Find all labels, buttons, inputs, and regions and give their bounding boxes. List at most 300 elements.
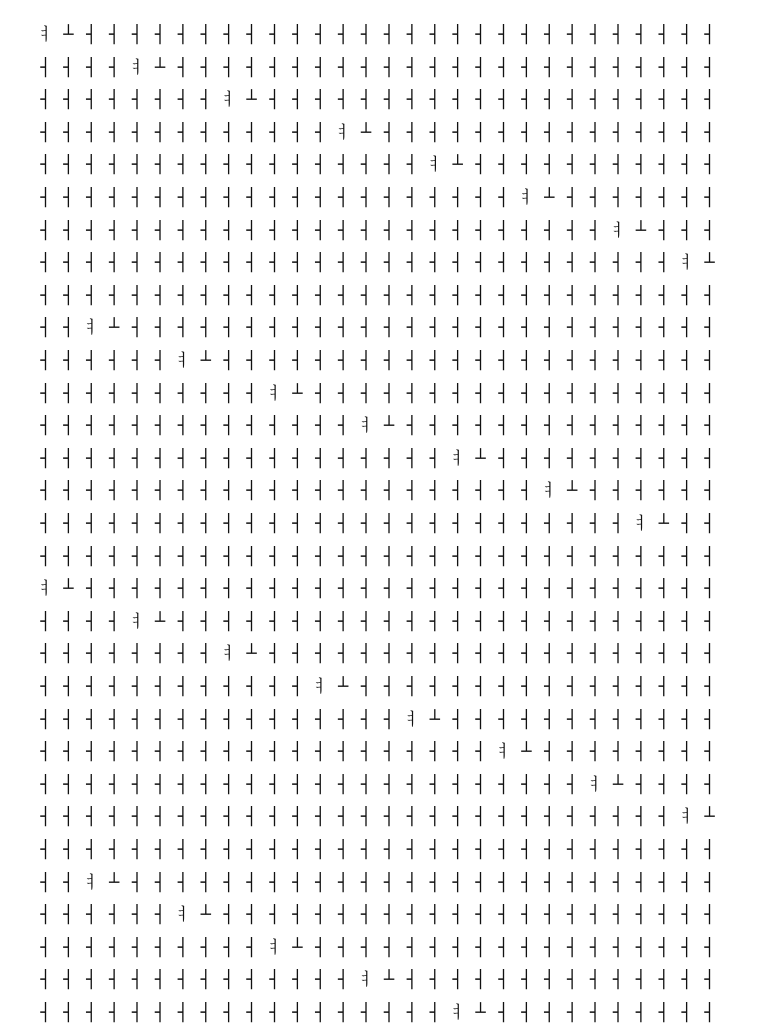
glyph-cell: ┤ [338,905,349,926]
glyph-cell: ┤ [223,872,234,893]
glyph-cell-variant: ┴ [154,57,166,78]
glyph-cell: ┤ [406,318,417,339]
glyph-cell: ┤ [292,1003,303,1023]
glyph-row [0,579,768,599]
glyph-cell: ┤ [383,742,395,763]
glyph-cell: ┤ [429,220,440,241]
glyph-cell: ┤ [589,351,601,371]
glyph-cell: ┤ [200,57,211,78]
glyph-cell: ┤ [223,351,234,371]
glyph-row [0,547,768,567]
glyph-cell: ┤ [40,416,51,437]
glyph-cell: ┤ [360,644,372,665]
glyph-cell: ┤ [269,644,280,665]
glyph-cell-variant: ┴ [109,872,120,893]
glyph-row [0,188,768,208]
glyph-cell: ┤ [131,416,143,437]
glyph-cell: ┤ [246,742,257,763]
glyph-cell: ┤ [406,546,417,567]
glyph-cell: ┤ [154,253,166,274]
glyph-cell: ┤ [360,318,372,339]
glyph-cell: ┤ [452,351,463,371]
glyph-cell: ┤ [475,970,486,991]
glyph-cell: ┤ [704,448,715,469]
glyph-cell-variant: ┴ [292,383,303,404]
glyph-cell: ┤ [223,611,234,632]
glyph-cell: ┤ [681,774,692,795]
glyph-cell: ┤ [521,448,532,469]
glyph-cell: ┤ [567,807,578,828]
glyph-cell: ┤ [681,25,692,45]
glyph-cell: ┤ [360,481,372,502]
glyph-cell: ┤ [498,807,509,828]
glyph-cell: ┤ [86,677,97,697]
glyph-cell: ┤ [154,285,166,306]
glyph-cell: ┤ [429,644,440,665]
glyph-cell: ┤ [360,155,372,176]
glyph-cell: ┤ [704,285,715,306]
glyph-cell: ┤ [658,351,669,371]
glyph-cell: ┤ [338,1003,349,1023]
glyph-cell: ┤ [704,709,715,730]
glyph-cell: ┤ [544,155,555,176]
glyph-cell: ┤ [612,90,624,111]
glyph-cell: ┤ [498,937,509,958]
glyph-cell: ┤ [612,448,624,469]
glyph-cell: ┤ [315,611,326,632]
glyph-cell: ┤ [406,285,417,306]
glyph-cell: ┤ [131,709,143,730]
glyph-cell: ┤ [567,840,578,860]
glyph-cell-variant: ┴ [475,1003,486,1023]
glyph-cell: ┤ [109,25,120,45]
glyph-cell: ┤ [109,677,120,697]
glyph-cell: ┤ [498,25,509,45]
glyph-cell-variant: ┴ [544,188,555,208]
glyph-cell: ┤ [292,351,303,371]
glyph-cell: ┤ [360,188,372,208]
glyph-cell: ┤ [338,155,349,176]
glyph-cell: ┤ [429,677,440,697]
glyph-cell: ┤ [704,220,715,241]
glyph-cell: ┤ [475,742,486,763]
glyph-cell: ┤ [521,807,532,828]
glyph-cell: ┤ [452,416,463,437]
glyph-cell: ┤ [200,872,211,893]
glyph-row [0,25,768,45]
glyph-cell: ┤ [612,25,624,45]
glyph-cell: ┤ [567,90,578,111]
glyph-cell: ┤ [223,579,234,600]
glyph-cell: ┤ [40,807,51,828]
glyph-cell: ┤ [223,774,234,795]
glyph-cell: ┤ [338,514,349,534]
glyph-cell: ┤ [635,188,646,208]
glyph-cell-variant: ㅕ [128,611,146,632]
glyph-cell: ┤ [246,57,257,78]
glyph-cell-variant: ㅕ [678,807,695,828]
glyph-cell: ┤ [544,285,555,306]
glyph-cell: ┤ [177,448,188,469]
glyph-cell: ┤ [475,155,486,176]
glyph-cell: ┤ [315,709,326,730]
glyph-cell: ┤ [63,351,74,371]
glyph-cell: ┤ [521,90,532,111]
glyph-cell: ┤ [269,253,280,274]
glyph-cell: ┤ [109,905,120,926]
glyph-cell: ┤ [475,807,486,828]
glyph-cell: ┤ [269,872,280,893]
glyph-cell: ┤ [109,285,120,306]
glyph-cell: ┤ [269,188,280,208]
glyph-cell: ┤ [223,481,234,502]
glyph-cell: ┤ [315,220,326,241]
glyph-cell: ┤ [635,122,646,143]
glyph-cell: ┤ [704,644,715,665]
glyph-cell: ┤ [40,611,51,632]
glyph-cell: ┤ [86,514,97,534]
glyph-cell: ┤ [544,57,555,78]
glyph-cell: ┤ [246,970,257,991]
glyph-cell: ┤ [704,1003,715,1023]
glyph-cell: ┤ [383,285,395,306]
glyph-cell: ┤ [131,970,143,991]
glyph-cell: ┤ [704,383,715,404]
glyph-cell: ┤ [658,253,669,274]
glyph-row [0,351,768,371]
glyph-cell: ┤ [498,220,509,241]
glyph-cell: ┤ [475,383,486,404]
glyph-cell: ┤ [589,383,601,404]
glyph-cell-variant: ㅕ [37,579,54,600]
glyph-cell: ┤ [109,155,120,176]
glyph-cell: ┤ [131,840,143,860]
glyph-cell: ┤ [635,318,646,339]
glyph-cell-variant: ┴ [63,25,74,45]
glyph-cell: ┤ [86,937,97,958]
glyph-cell: ┤ [635,383,646,404]
glyph-cell: ┤ [498,57,509,78]
glyph-cell: ┤ [406,514,417,534]
glyph-cell-variant: ㅕ [312,677,329,697]
glyph-cell: ┤ [86,351,97,371]
glyph-cell: ┤ [475,514,486,534]
glyph-cell: ┤ [223,416,234,437]
glyph-cell-variant: ┴ [154,611,166,632]
glyph-cell-variant: ┴ [475,448,486,469]
glyph-cell: ┤ [315,285,326,306]
glyph-cell: ┤ [658,742,669,763]
glyph-cell: ┤ [658,546,669,567]
glyph-cell: ┤ [429,253,440,274]
glyph-cell: ┤ [63,155,74,176]
glyph-cell: ┤ [109,253,120,274]
glyph-cell: ┤ [86,122,97,143]
glyph-cell: ┤ [406,840,417,860]
glyph-cell: ┤ [498,351,509,371]
glyph-cell: ┤ [269,481,280,502]
glyph-cell: ┤ [360,709,372,730]
glyph-cell: ┤ [315,644,326,665]
glyph-cell: ┤ [544,872,555,893]
glyph-cell: ┤ [131,318,143,339]
glyph-cell: ┤ [406,122,417,143]
glyph-cell: ┤ [223,122,234,143]
glyph-cell: ┤ [177,709,188,730]
glyph-cell: ┤ [383,448,395,469]
glyph-row [0,775,768,795]
glyph-cell: ┤ [86,742,97,763]
glyph-cell: ┤ [635,579,646,600]
glyph-cell: ┤ [223,383,234,404]
glyph-cell: ┤ [40,1003,51,1023]
glyph-cell: ┤ [315,546,326,567]
glyph-cell: ┤ [498,448,509,469]
glyph-row [0,221,768,241]
glyph-cell: ┤ [498,285,509,306]
glyph-cell: ┤ [475,709,486,730]
glyph-cell-variant: ㅕ [449,448,466,469]
glyph-cell: ┤ [383,872,395,893]
glyph-cell: ┤ [269,318,280,339]
glyph-cell: ┤ [338,220,349,241]
glyph-cell: ┤ [269,774,280,795]
glyph-cell: ┤ [681,318,692,339]
glyph-cell: ┤ [86,188,97,208]
glyph-cell: ┤ [86,905,97,926]
glyph-cell: ┤ [40,937,51,958]
glyph-cell: ┤ [567,155,578,176]
glyph-cell: ┤ [40,351,51,371]
glyph-cell: ┤ [338,383,349,404]
glyph-cell: ┤ [521,644,532,665]
glyph-cell: ┤ [338,253,349,274]
glyph-cell: ┤ [40,253,51,274]
glyph-cell: ┤ [223,220,234,241]
glyph-cell: ┤ [429,872,440,893]
glyph-cell: ┤ [521,872,532,893]
glyph-cell: ┤ [658,383,669,404]
glyph-cell: ┤ [658,677,669,697]
glyph-cell-variant: ㅕ [174,905,192,926]
glyph-cell: ┤ [360,677,372,697]
glyph-cell: ┤ [109,481,120,502]
glyph-cell: ┤ [429,546,440,567]
glyph-cell-variant: ┴ [246,90,257,111]
glyph-cell: ┤ [223,937,234,958]
glyph-cell: ┤ [429,905,440,926]
glyph-cell: ┤ [498,905,509,926]
glyph-cell: ┤ [589,448,601,469]
glyph-cell: ┤ [177,220,188,241]
glyph-cell: ┤ [544,611,555,632]
glyph-cell: ┤ [567,351,578,371]
glyph-cell: ┤ [40,122,51,143]
glyph-cell: ┤ [498,840,509,860]
glyph-cell: ┤ [498,1003,509,1023]
glyph-cell: ┤ [360,807,372,828]
glyph-cell: ┤ [315,253,326,274]
glyph-cell: ┤ [429,579,440,600]
glyph-row [0,807,768,827]
glyph-cell: ┤ [177,155,188,176]
glyph-cell: ┤ [635,677,646,697]
glyph-cell: ┤ [589,677,601,697]
glyph-cell: ┤ [86,416,97,437]
glyph-cell: ┤ [681,546,692,567]
glyph-cell: ┤ [63,644,74,665]
glyph-cell: ┤ [475,285,486,306]
glyph-cell: ┤ [612,383,624,404]
glyph-cell: ┤ [544,448,555,469]
glyph-cell: ┤ [63,220,74,241]
glyph-cell: ┤ [544,122,555,143]
glyph-cell: ┤ [86,220,97,241]
glyph-cell: ┤ [704,416,715,437]
glyph-cell: ┤ [498,514,509,534]
glyph-cell-variant: ㅕ [632,514,650,534]
glyph-cell: ┤ [406,970,417,991]
glyph-cell: ┤ [292,905,303,926]
glyph-cell: ┤ [681,448,692,469]
glyph-cell: ┤ [475,253,486,274]
glyph-cell-variant: ㅕ [426,155,443,176]
glyph-cell: ┤ [452,937,463,958]
glyph-cell: ┤ [406,742,417,763]
glyph-cell: ┤ [338,807,349,828]
glyph-cell: ┤ [338,579,349,600]
glyph-cell: ┤ [223,285,234,306]
glyph-cell: ┤ [269,220,280,241]
glyph-row [0,612,768,632]
glyph-cell: ┤ [269,25,280,45]
glyph-cell: ┤ [383,481,395,502]
glyph-cell: ┤ [612,742,624,763]
glyph-cell: ┤ [63,90,74,111]
glyph-cell: ┤ [292,25,303,45]
glyph-cell: ┤ [63,677,74,697]
glyph-cell: ┤ [589,481,601,502]
glyph-cell: ┤ [406,774,417,795]
glyph-cell-variant: ┴ [63,579,74,600]
glyph-cell: ┤ [658,709,669,730]
glyph-cell: ┤ [40,840,51,860]
glyph-cell: ┤ [681,840,692,860]
glyph-cell: ┤ [589,57,601,78]
glyph-cell: ┤ [681,1003,692,1023]
glyph-cell: ┤ [383,709,395,730]
glyph-cell: ┤ [452,905,463,926]
glyph-cell: ┤ [63,742,74,763]
glyph-cell: ┤ [292,481,303,502]
glyph-cell: ┤ [589,644,601,665]
glyph-cell: ┤ [63,905,74,926]
glyph-cell: ┤ [475,546,486,567]
glyph-cell: ┤ [704,481,715,502]
glyph-cell: ┤ [131,155,143,176]
glyph-cell: ┤ [86,840,97,860]
glyph-cell: ┤ [131,481,143,502]
glyph-cell: ┤ [658,937,669,958]
glyph-cell: ┤ [269,742,280,763]
glyph-cell-variant: ㅕ [266,937,283,958]
glyph-cell: ┤ [177,546,188,567]
glyph-cell: ┤ [338,937,349,958]
glyph-cell: ┤ [704,611,715,632]
glyph-cell: ┤ [315,57,326,78]
glyph-cell: ┤ [40,742,51,763]
glyph-cell: ┤ [567,285,578,306]
glyph-cell: ┤ [681,285,692,306]
glyph-cell: ┤ [475,351,486,371]
glyph-cell: ┤ [40,546,51,567]
glyph-cell: ┤ [269,611,280,632]
glyph-cell: ┤ [406,872,417,893]
glyph-cell: ┤ [589,416,601,437]
glyph-cell: ┤ [223,970,234,991]
glyph-cell: ┤ [246,905,257,926]
glyph-cell: ┤ [246,1003,257,1023]
glyph-cell: ┤ [475,25,486,45]
glyph-cell: ┤ [589,970,601,991]
glyph-cell: ┤ [704,351,715,371]
glyph-cell: ┤ [63,774,74,795]
glyph-cell: ┤ [406,644,417,665]
glyph-cell: ┤ [292,611,303,632]
glyph-cell: ┤ [383,122,395,143]
glyph-cell: ┤ [269,155,280,176]
glyph-cell: ┤ [292,514,303,534]
glyph-cell: ┤ [635,644,646,665]
glyph-cell: ┤ [567,122,578,143]
glyph-cell: ┤ [292,285,303,306]
glyph-cell: ┤ [292,188,303,208]
glyph-cell: ┤ [315,448,326,469]
glyph-cell: ┤ [223,905,234,926]
glyph-cell: ┤ [200,579,211,600]
glyph-cell: ┤ [131,807,143,828]
glyph-cell: ┤ [406,807,417,828]
glyph-cell: ┤ [589,122,601,143]
glyph-cell-variant: ㅕ [609,220,627,241]
glyph-cell: ┤ [544,709,555,730]
glyph-cell: ┤ [177,970,188,991]
glyph-cell: ┤ [658,90,669,111]
glyph-cell: ┤ [86,546,97,567]
glyph-cell: ┤ [452,970,463,991]
glyph-cell: ┤ [544,416,555,437]
glyph-cell: ┤ [177,383,188,404]
glyph-cell: ┤ [177,57,188,78]
glyph-cell: ┤ [681,481,692,502]
glyph-row [0,938,768,958]
glyph-cell: ┤ [635,774,646,795]
glyph-cell: ┤ [63,611,74,632]
glyph-cell: ┤ [429,318,440,339]
glyph-cell: ┤ [86,644,97,665]
glyph-cell: ┤ [338,872,349,893]
glyph-cell: ┤ [360,742,372,763]
glyph-cell: ┤ [383,318,395,339]
glyph-cell: ┤ [612,611,624,632]
glyph-cell: ┤ [177,677,188,697]
glyph-cell: ┤ [63,840,74,860]
glyph-cell: ┤ [292,416,303,437]
glyph-cell: ┤ [383,514,395,534]
glyph-cell: ┤ [475,872,486,893]
glyph-cell: ┤ [338,57,349,78]
glyph-cell: ┤ [177,774,188,795]
